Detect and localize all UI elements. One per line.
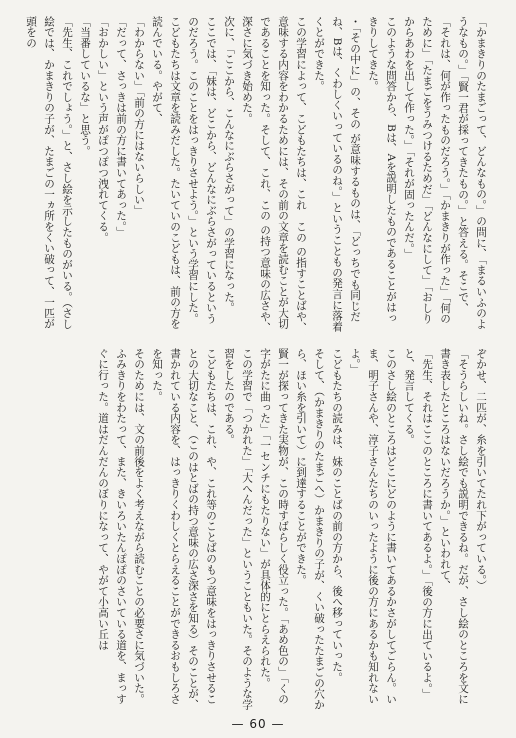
page-number: — 60 — [231,717,285,731]
lower-text-block [20,348,490,714]
paragraph: 「だって、さっきは前の方に書いてあった。」 [115,16,127,238]
paragraph: こどもたちは、これ、や、これ等のことばのもつ意味をはっきりさせることの大切なこと、（このはとばの持つ意味の広さ深さを知る）そのことが、書かれている内容を、はっきりくわしくとらえることができるおもしろさを知った。 [151,348,217,710]
paragraph: 「先生、これでしょう。」と、さし絵を示したものがいる。（さし絵では、かまきりの子が、たまごの一ヵ所をくい破って、一匹が頭をの [25,16,73,330]
paragraph: 「当番しているな」と思う。 [79,16,91,157]
paragraph: 「それは、何が作ったものだろう。」「かまきりが作った」「何のために」「たまごをうみつけるためだ」「どんなにして」「おしりからあわを出して作った。」「それが固ったんだ。」 [403,16,451,325]
paragraph: そのためには、文の前後をよく考えながら読むことの必要さに気づいた。 [133,348,145,705]
paragraph: そして、（かまきりのたまごへ）かまきりの子が、くい破ったたまごの穴から、ほい糸を引いて）に到達することができた。 [295,348,325,710]
paragraph: 次に、「ここから、こんなにぶらさがって」の学習になった。 [223,16,235,314]
paragraph: こどもたちは文章を読みだした。たいていのこどもは、前の方を読んでいる。やがて、 [151,16,181,330]
paragraph: この学習で「つかれた」「大へんだった」ということもいた。そのような学習をしたのである。 [223,348,253,710]
paragraph: 「先生、それはここのところに書いてあるよ。」「後の方に出ているよ。」と、発言してくる。 [403,348,433,700]
paragraph: ぞかせ、二匹が、糸を引いてたれ下がっている。） [475,348,487,592]
paragraph: このさし絵のところはどこにどのように書いてあるかさがしてごらん。いま、明子さんや、淳子さんたちのいったように後の方にあるかも知れないよ。」 [349,348,397,705]
paragraph: この学習によって、こどもたちは、これ この の指すことばや、意味する内容をわかるためには、その前の文章を読むことが大切であることを知った。そして、これ、この の持つ意味の広さや、深さに気づき始めた。 [241,16,307,333]
paragraph: 賢一が探ってきた実物が、この時すばらしく役立った。「あめ色の」「くの字がたに曲った」「一センチにもたりない」が具体的にとらえられた。 [259,348,289,705]
paragraph: 「わからない」「前の方にはないらしい」 [133,16,145,216]
paragraph: こどもたちの読みは、妹のことばの前の方から、後へ移っていった。 [331,348,343,683]
paragraph: ・「その中に」の、その が意味するものは、「どっちでも同じだね、Bは、くわしくいっているのね。」ということもの発言に落着くとができた。 [313,16,361,332]
paragraph: 「そうらしいね。さし絵でも説明できるね。だが、さし絵のところを文に書き表したところはないだろうか。」といわれて、 [439,348,469,705]
paragraph: 「おかしい」という声がぽつぽつ洩れてくる。 [97,16,109,243]
paragraph: ふみきりをわたって、また、きいろいたんぽぽのさいている道を、まっすぐに行った。道はだんだんのぼりになって、やがて小高い丘は [97,348,127,705]
paragraph: このような問答から、Bは、Aを説明したものであることがはっきりしてきた。 [367,16,397,324]
upper-text-block [20,16,490,334]
paragraph: ここでは、「妹は、どこから、どんなにぶらさがっているというのだろう。このことをはっきりさせよう。」という学習にした。 [187,16,217,324]
paragraph: 「かまきりのたまごって、どんなもの。」の問に、「まるいふのようなもの。」「賢一君が採ってきたもの。」と答える。そこで、 [457,16,487,330]
